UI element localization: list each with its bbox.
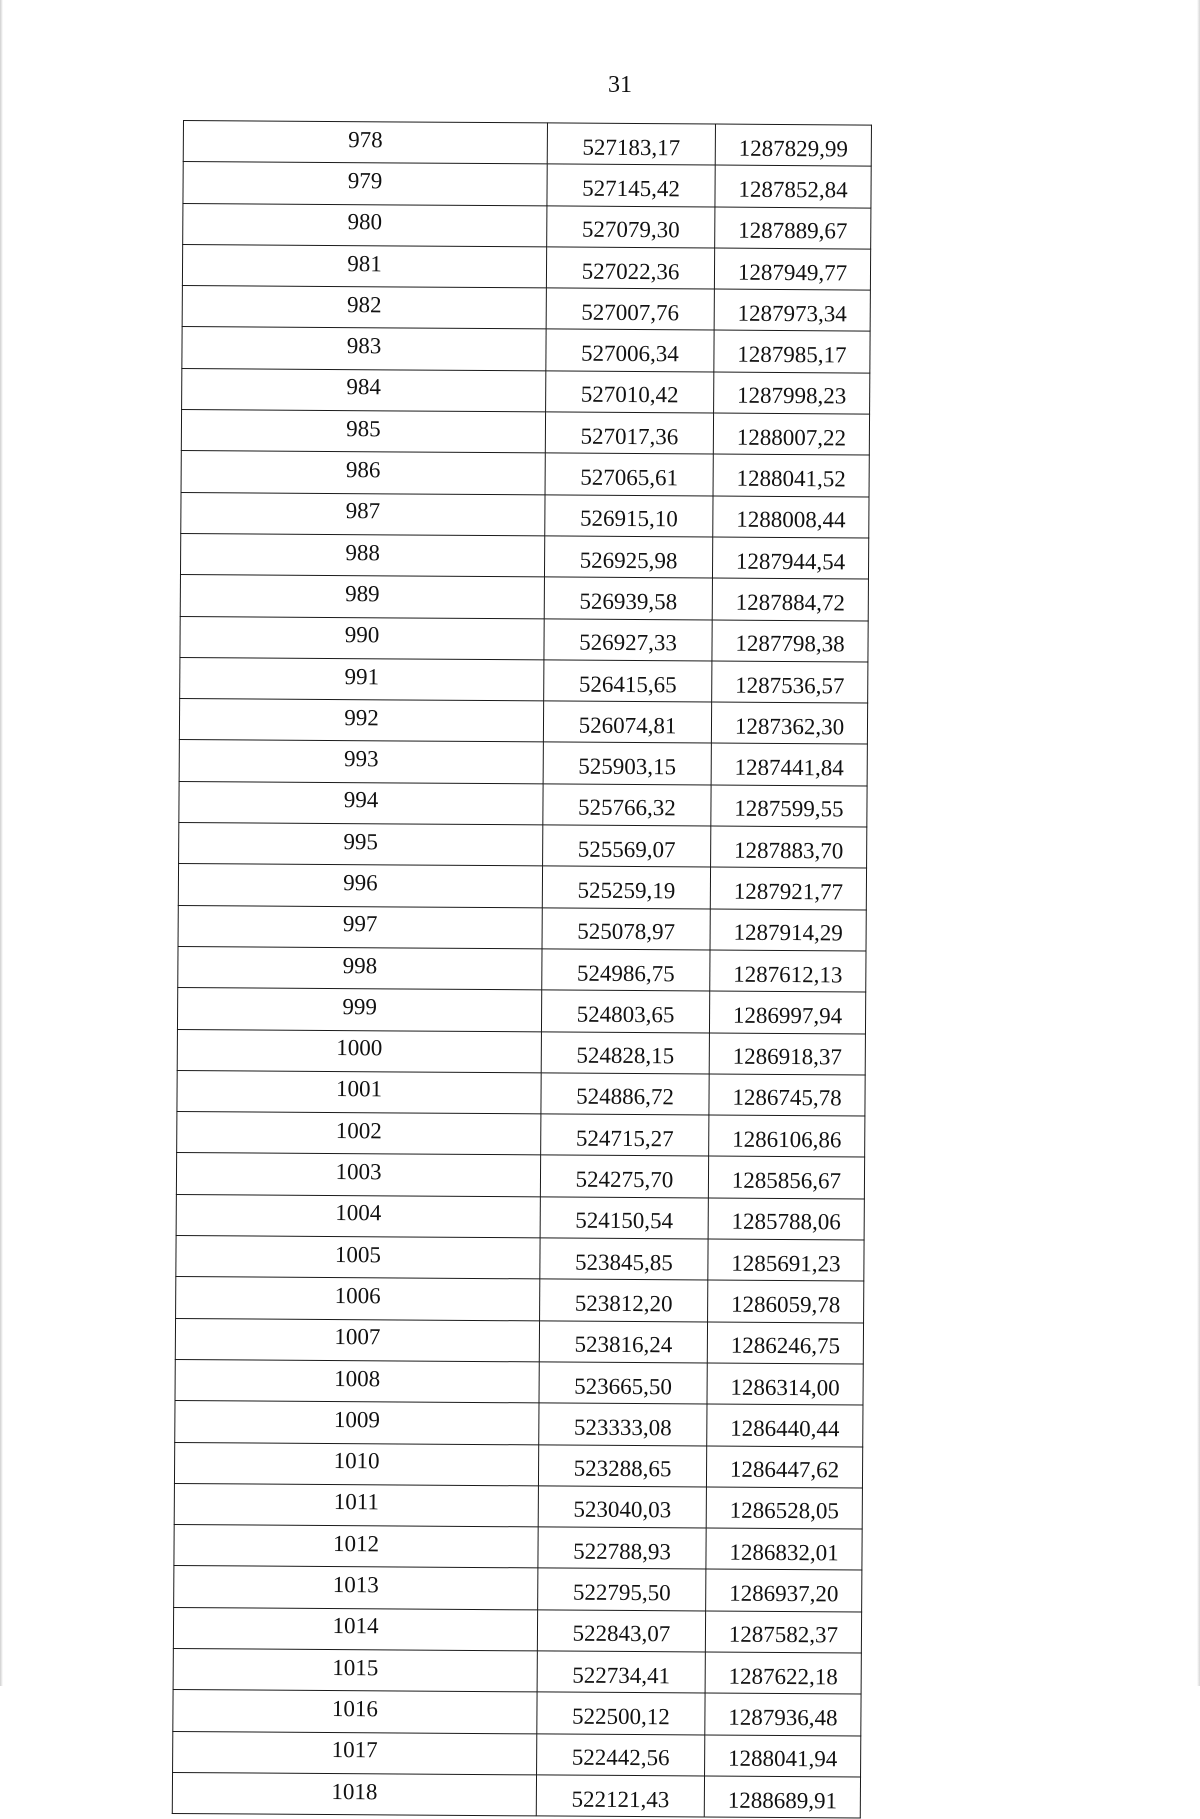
page-number: 31	[608, 72, 632, 98]
table-row	[177, 988, 865, 1034]
y-coordinate-cell: 1288041,52	[713, 454, 869, 496]
table-row	[178, 946, 866, 992]
table-row	[183, 121, 871, 167]
point-number-cell: 1012	[174, 1525, 538, 1569]
point-number-cell: 997	[178, 905, 542, 949]
point-number-cell: 1016	[173, 1690, 537, 1734]
x-coordinate-cell: 524150,54	[540, 1197, 708, 1239]
point-number-cell: 1008	[175, 1359, 539, 1403]
x-coordinate-cell: 526415,65	[544, 660, 712, 702]
point-number-cell: 1011	[174, 1483, 538, 1527]
y-coordinate-cell: 1287612,13	[710, 950, 866, 992]
x-coordinate-cell: 526927,33	[544, 618, 712, 660]
x-coordinate-cell: 526939,58	[544, 577, 712, 619]
table-row	[179, 781, 867, 827]
y-coordinate-cell: 1287883,70	[711, 826, 867, 868]
table-row	[178, 864, 866, 910]
table-row	[176, 1194, 864, 1240]
y-coordinate-cell: 1287582,37	[705, 1611, 861, 1653]
table-row	[182, 244, 870, 290]
x-coordinate-cell: 523333,08	[539, 1403, 707, 1445]
point-number-cell: 1001	[177, 1070, 541, 1114]
point-number-cell: 1018	[172, 1772, 536, 1816]
x-coordinate-cell: 522121,43	[536, 1775, 704, 1817]
y-coordinate-cell: 1286447,62	[706, 1446, 862, 1488]
table-row	[183, 162, 871, 208]
y-coordinate-cell: 1285788,06	[708, 1198, 864, 1240]
y-coordinate-cell: 1287985,17	[714, 331, 870, 373]
x-coordinate-cell: 526925,98	[544, 536, 712, 578]
x-coordinate-cell: 524886,72	[541, 1073, 709, 1115]
x-coordinate-cell: 525903,15	[543, 742, 711, 784]
y-coordinate-cell: 1286918,37	[709, 1033, 865, 1075]
point-number-cell: 986	[181, 451, 545, 495]
table-row	[180, 616, 868, 662]
x-coordinate-cell: 526915,10	[545, 495, 713, 537]
x-coordinate-cell: 522500,12	[537, 1692, 705, 1734]
x-coordinate-cell: 526074,81	[543, 701, 711, 743]
x-coordinate-cell: 527183,17	[547, 123, 715, 165]
point-number-cell: 1006	[176, 1277, 540, 1321]
coordinates-table	[172, 120, 872, 1819]
table-row	[173, 1607, 861, 1653]
scan-edge-left	[0, 0, 3, 1686]
y-coordinate-cell: 1287622,18	[705, 1652, 861, 1694]
y-coordinate-cell: 1287973,34	[714, 289, 870, 331]
x-coordinate-cell: 522795,50	[538, 1568, 706, 1610]
x-coordinate-cell: 524275,70	[540, 1155, 708, 1197]
y-coordinate-cell: 1286246,75	[707, 1322, 863, 1364]
table-row	[174, 1442, 862, 1488]
point-number-cell: 1017	[173, 1731, 537, 1775]
coordinates-table-body	[172, 121, 871, 1819]
y-coordinate-cell: 1285856,67	[708, 1156, 864, 1198]
x-coordinate-cell: 523040,03	[538, 1486, 706, 1528]
y-coordinate-cell: 1287536,57	[712, 661, 868, 703]
table-row	[174, 1566, 862, 1612]
y-coordinate-cell: 1287998,23	[714, 372, 870, 414]
point-number-cell: 991	[180, 657, 544, 701]
x-coordinate-cell: 523812,20	[540, 1279, 708, 1321]
table-row	[182, 327, 870, 373]
y-coordinate-cell: 1286440,44	[707, 1404, 863, 1446]
x-coordinate-cell: 527007,76	[546, 288, 714, 330]
y-coordinate-cell: 1286832,01	[706, 1528, 862, 1570]
table-row	[175, 1359, 863, 1405]
x-coordinate-cell: 522788,93	[538, 1527, 706, 1569]
point-number-cell: 998	[178, 946, 542, 990]
y-coordinate-cell: 1287914,29	[710, 909, 866, 951]
table-row	[181, 492, 869, 538]
point-number-cell: 1002	[177, 1112, 541, 1156]
y-coordinate-cell: 1287889,67	[715, 207, 871, 249]
table-row	[176, 1153, 864, 1199]
table-row	[177, 1112, 865, 1158]
x-coordinate-cell: 527017,36	[545, 412, 713, 454]
x-coordinate-cell: 527065,61	[545, 453, 713, 495]
y-coordinate-cell: 1287441,84	[711, 743, 867, 785]
table-row	[174, 1525, 862, 1571]
y-coordinate-cell: 1286059,78	[708, 1280, 864, 1322]
y-coordinate-cell: 1286314,00	[707, 1363, 863, 1405]
y-coordinate-cell: 1287944,54	[712, 537, 868, 579]
point-number-cell: 985	[181, 410, 545, 454]
point-number-cell: 996	[178, 864, 542, 908]
y-coordinate-cell: 1287798,38	[712, 620, 868, 662]
table-row	[175, 1318, 863, 1364]
table-row	[173, 1648, 861, 1694]
x-coordinate-cell: 523288,65	[538, 1444, 706, 1486]
table-row	[179, 823, 867, 869]
point-number-cell: 989	[180, 575, 544, 619]
x-coordinate-cell: 525259,19	[542, 866, 710, 908]
table-row	[180, 657, 868, 703]
point-number-cell: 995	[179, 823, 543, 867]
x-coordinate-cell: 525078,97	[542, 908, 710, 950]
table-row	[173, 1731, 861, 1777]
y-coordinate-cell: 1287852,84	[715, 165, 871, 207]
table-row	[176, 1235, 864, 1281]
table-row	[181, 410, 869, 456]
point-number-cell: 1000	[177, 1029, 541, 1073]
table-row	[182, 368, 870, 414]
x-coordinate-cell: 523845,85	[540, 1238, 708, 1280]
point-number-cell: 983	[182, 327, 546, 371]
x-coordinate-cell: 525766,32	[543, 784, 711, 826]
table-row	[181, 451, 869, 497]
table-row	[179, 699, 867, 745]
y-coordinate-cell: 1287921,77	[710, 867, 866, 909]
table-row	[175, 1401, 863, 1447]
point-number-cell: 1010	[174, 1442, 538, 1486]
point-number-cell: 1005	[176, 1235, 540, 1279]
point-number-cell: 981	[182, 244, 546, 288]
point-number-cell: 980	[183, 203, 547, 247]
point-number-cell: 1013	[174, 1566, 538, 1610]
point-number-cell: 1003	[176, 1153, 540, 1197]
point-number-cell: 994	[179, 781, 543, 825]
y-coordinate-cell: 1286937,20	[706, 1569, 862, 1611]
point-number-cell: 1007	[175, 1318, 539, 1362]
table-row	[178, 905, 866, 951]
y-coordinate-cell: 1288689,91	[704, 1776, 860, 1818]
point-number-cell: 992	[179, 699, 543, 743]
x-coordinate-cell: 527010,42	[546, 371, 714, 413]
table-row	[177, 1070, 865, 1116]
y-coordinate-cell: 1286106,86	[709, 1115, 865, 1157]
point-number-cell: 982	[182, 286, 546, 330]
x-coordinate-cell: 522734,41	[537, 1651, 705, 1693]
y-coordinate-cell: 1286528,05	[706, 1487, 862, 1529]
point-number-cell: 1004	[176, 1194, 540, 1238]
point-number-cell: 990	[180, 616, 544, 660]
x-coordinate-cell: 527145,42	[547, 164, 715, 206]
point-number-cell: 993	[179, 740, 543, 784]
x-coordinate-cell: 524986,75	[542, 949, 710, 991]
table-row	[177, 1029, 865, 1075]
x-coordinate-cell: 527022,36	[546, 247, 714, 289]
table-row	[182, 286, 870, 332]
y-coordinate-cell: 1287884,72	[712, 578, 868, 620]
table-row	[173, 1690, 861, 1736]
point-number-cell: 987	[181, 492, 545, 536]
y-coordinate-cell: 1287829,99	[715, 124, 871, 166]
y-coordinate-cell: 1288008,44	[713, 496, 869, 538]
x-coordinate-cell: 527079,30	[547, 206, 715, 248]
x-coordinate-cell: 527006,34	[546, 329, 714, 371]
y-coordinate-cell: 1287599,55	[711, 785, 867, 827]
point-number-cell: 984	[182, 368, 546, 412]
y-coordinate-cell: 1287362,30	[711, 702, 867, 744]
table-row	[180, 533, 868, 579]
table-row	[174, 1483, 862, 1529]
x-coordinate-cell: 524715,27	[541, 1114, 709, 1156]
y-coordinate-cell: 1287949,77	[714, 248, 870, 290]
point-number-cell: 999	[177, 988, 541, 1032]
table-row	[172, 1772, 860, 1818]
point-number-cell: 988	[180, 533, 544, 577]
x-coordinate-cell: 522442,56	[537, 1733, 705, 1775]
y-coordinate-cell: 1285691,23	[708, 1239, 864, 1281]
y-coordinate-cell: 1287936,48	[705, 1693, 861, 1735]
point-number-cell: 1015	[173, 1648, 537, 1692]
table-row	[179, 740, 867, 786]
x-coordinate-cell: 523665,50	[539, 1362, 707, 1404]
point-number-cell: 979	[183, 162, 547, 206]
y-coordinate-cell: 1286745,78	[709, 1074, 865, 1116]
x-coordinate-cell: 524828,15	[541, 1031, 709, 1073]
x-coordinate-cell: 524803,65	[541, 990, 709, 1032]
table-row	[180, 575, 868, 621]
table-row	[176, 1277, 864, 1323]
table-row	[183, 203, 871, 249]
x-coordinate-cell: 523816,24	[539, 1321, 707, 1363]
x-coordinate-cell: 522843,07	[537, 1610, 705, 1652]
x-coordinate-cell: 525569,07	[543, 825, 711, 867]
y-coordinate-cell: 1286997,94	[709, 991, 865, 1033]
y-coordinate-cell: 1288041,94	[705, 1735, 861, 1777]
point-number-cell: 1009	[175, 1401, 539, 1445]
point-number-cell: 1014	[173, 1607, 537, 1651]
y-coordinate-cell: 1288007,22	[713, 413, 869, 455]
point-number-cell: 978	[183, 121, 547, 165]
